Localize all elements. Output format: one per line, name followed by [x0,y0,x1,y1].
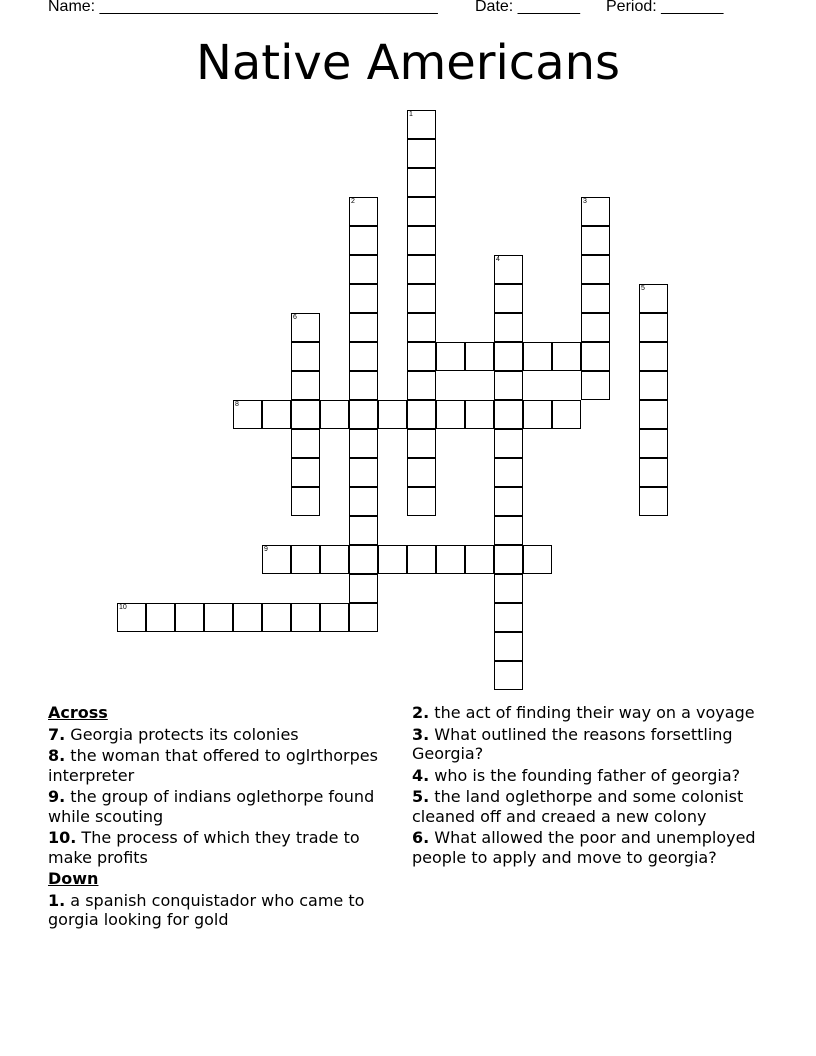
grid-cell[interactable] [523,545,552,574]
clues-left-column [48,703,403,932]
grid-cell[interactable] [291,458,320,487]
clues-right-column [412,703,762,869]
grid-cell[interactable] [494,661,523,690]
across-heading: Across [48,703,108,722]
grid-cell[interactable] [581,197,610,226]
grid-cell[interactable] [523,400,552,429]
grid-cell[interactable] [291,487,320,516]
grid-cell[interactable] [494,458,523,487]
grid-cell[interactable] [639,458,668,487]
clue-down-3: 3. What outlined the reasons forsettling Georgia? [412,724,733,763]
grid-cell[interactable] [581,226,610,255]
clue-down-1: 1. a spanish conquistador who came to gorgia looking for gold [48,890,365,929]
clue-number-label: 10 [119,604,127,611]
clue-across-7: 7. Georgia protects its colonies [48,724,299,744]
clue-number-label: 1 [409,111,413,118]
grid-cell[interactable] [349,400,378,429]
grid-cell[interactable] [465,545,494,574]
grid-cell[interactable] [407,371,436,400]
grid-cell[interactable] [407,168,436,197]
grid-cell[interactable] [175,603,204,632]
grid-cell[interactable] [291,400,320,429]
grid-cell[interactable] [349,255,378,284]
grid-cell[interactable] [117,603,146,632]
grid-cell[interactable] [291,545,320,574]
grid-cell[interactable] [465,400,494,429]
grid-cell[interactable] [639,429,668,458]
grid-cell[interactable] [494,487,523,516]
grid-cell[interactable] [639,313,668,342]
clue-across-9: 9. the group of indians oglethorpe found while scouting [48,787,375,826]
clue-down-5: 5. the land oglethorpe and some colonist cleaned off and creaed a new colony [412,787,744,826]
grid-cell[interactable] [494,603,523,632]
grid-cell[interactable] [320,400,349,429]
grid-cell[interactable] [349,487,378,516]
period-field[interactable]: Period: _______ [606,0,724,15]
grid-cell[interactable] [262,545,291,574]
grid-cell[interactable] [146,603,175,632]
grid-cell[interactable] [349,371,378,400]
grid-cell[interactable] [291,429,320,458]
grid-cell[interactable] [349,429,378,458]
grid-cell[interactable] [349,284,378,313]
clue-number-label: 8 [235,401,239,408]
grid-cell[interactable] [436,400,465,429]
grid-cell[interactable] [349,603,378,632]
clue-number-label: 3 [583,198,587,205]
grid-cell[interactable] [494,342,523,371]
grid-cell[interactable] [233,603,262,632]
puzzle-title: Native Americans [195,35,621,91]
grid-cell[interactable] [349,516,378,545]
grid-cell[interactable] [639,400,668,429]
grid-cell[interactable] [407,458,436,487]
grid-cell[interactable] [262,603,291,632]
grid-cell[interactable] [291,313,320,342]
grid-cell[interactable] [494,400,523,429]
grid-cell[interactable] [378,400,407,429]
grid-cell[interactable] [552,400,581,429]
date-field[interactable]: Date: _______ [475,0,580,15]
grid-cell[interactable] [407,284,436,313]
grid-cell[interactable] [349,313,378,342]
grid-cell[interactable] [407,313,436,342]
grid-cell[interactable] [407,400,436,429]
grid-cell[interactable] [639,487,668,516]
clue-down-2: 2. the act of finding their way on a voyage [412,703,755,722]
grid-cell[interactable] [262,400,291,429]
grid-cell[interactable] [639,342,668,371]
name-field[interactable]: Name: ______________________________________ [48,0,438,15]
grid-cell[interactable] [407,429,436,458]
grid-cell[interactable] [349,226,378,255]
grid-cell[interactable] [465,342,494,371]
grid-cell[interactable] [494,313,523,342]
grid-cell[interactable] [291,371,320,400]
clue-number-label: 5 [641,285,645,292]
clue-across-8: 8. the woman that offered to oglrthorpes interpreter [48,746,378,785]
grid-cell[interactable] [407,226,436,255]
grid-cell[interactable] [494,574,523,603]
grid-cell[interactable] [349,458,378,487]
grid-cell[interactable] [639,371,668,400]
grid-cell[interactable] [436,342,465,371]
clue-number-label: 6 [293,314,297,321]
clue-number-label: 9 [264,546,268,553]
grid-cell[interactable] [581,284,610,313]
grid-cell[interactable] [494,632,523,661]
grid-cell[interactable] [407,255,436,284]
grid-cell[interactable] [320,603,349,632]
grid-cell[interactable] [291,342,320,371]
clue-number-label: 2 [351,198,355,205]
grid-cell[interactable] [407,545,436,574]
grid-cell[interactable] [436,545,465,574]
down-heading: Down [48,869,99,888]
grid-cell[interactable] [320,545,349,574]
grid-cell[interactable] [407,110,436,139]
grid-cell[interactable] [581,255,610,284]
grid-cell[interactable] [349,342,378,371]
grid-cell[interactable] [407,139,436,168]
grid-cell[interactable] [639,284,668,313]
grid-cell[interactable] [349,197,378,226]
grid-cell[interactable] [552,342,581,371]
grid-cell[interactable] [349,574,378,603]
clue-down-6: 6. What allowed the poor and unemployed people to apply and move to georgia? [412,828,756,867]
grid-cell[interactable] [378,545,407,574]
clue-across-10: 10. The process of which they trade to make profits [48,828,360,867]
grid-cell[interactable] [494,429,523,458]
grid-cell[interactable] [581,371,610,400]
grid-cell[interactable] [581,342,610,371]
grid-cell[interactable] [407,342,436,371]
grid-cell[interactable] [494,371,523,400]
grid-cell[interactable] [494,545,523,574]
grid-cell[interactable] [494,284,523,313]
grid-cell[interactable] [204,603,233,632]
grid-cell[interactable] [233,400,262,429]
grid-cell[interactable] [291,603,320,632]
grid-cell[interactable] [349,545,378,574]
grid-cell[interactable] [581,313,610,342]
grid-cell[interactable] [407,197,436,226]
grid-cell[interactable] [494,255,523,284]
grid-cell[interactable] [407,487,436,516]
grid-cell[interactable] [523,342,552,371]
clue-down-4: 4. who is the founding father of georgia? [412,765,741,785]
grid-cell[interactable] [494,516,523,545]
clue-number-label: 4 [496,256,500,263]
